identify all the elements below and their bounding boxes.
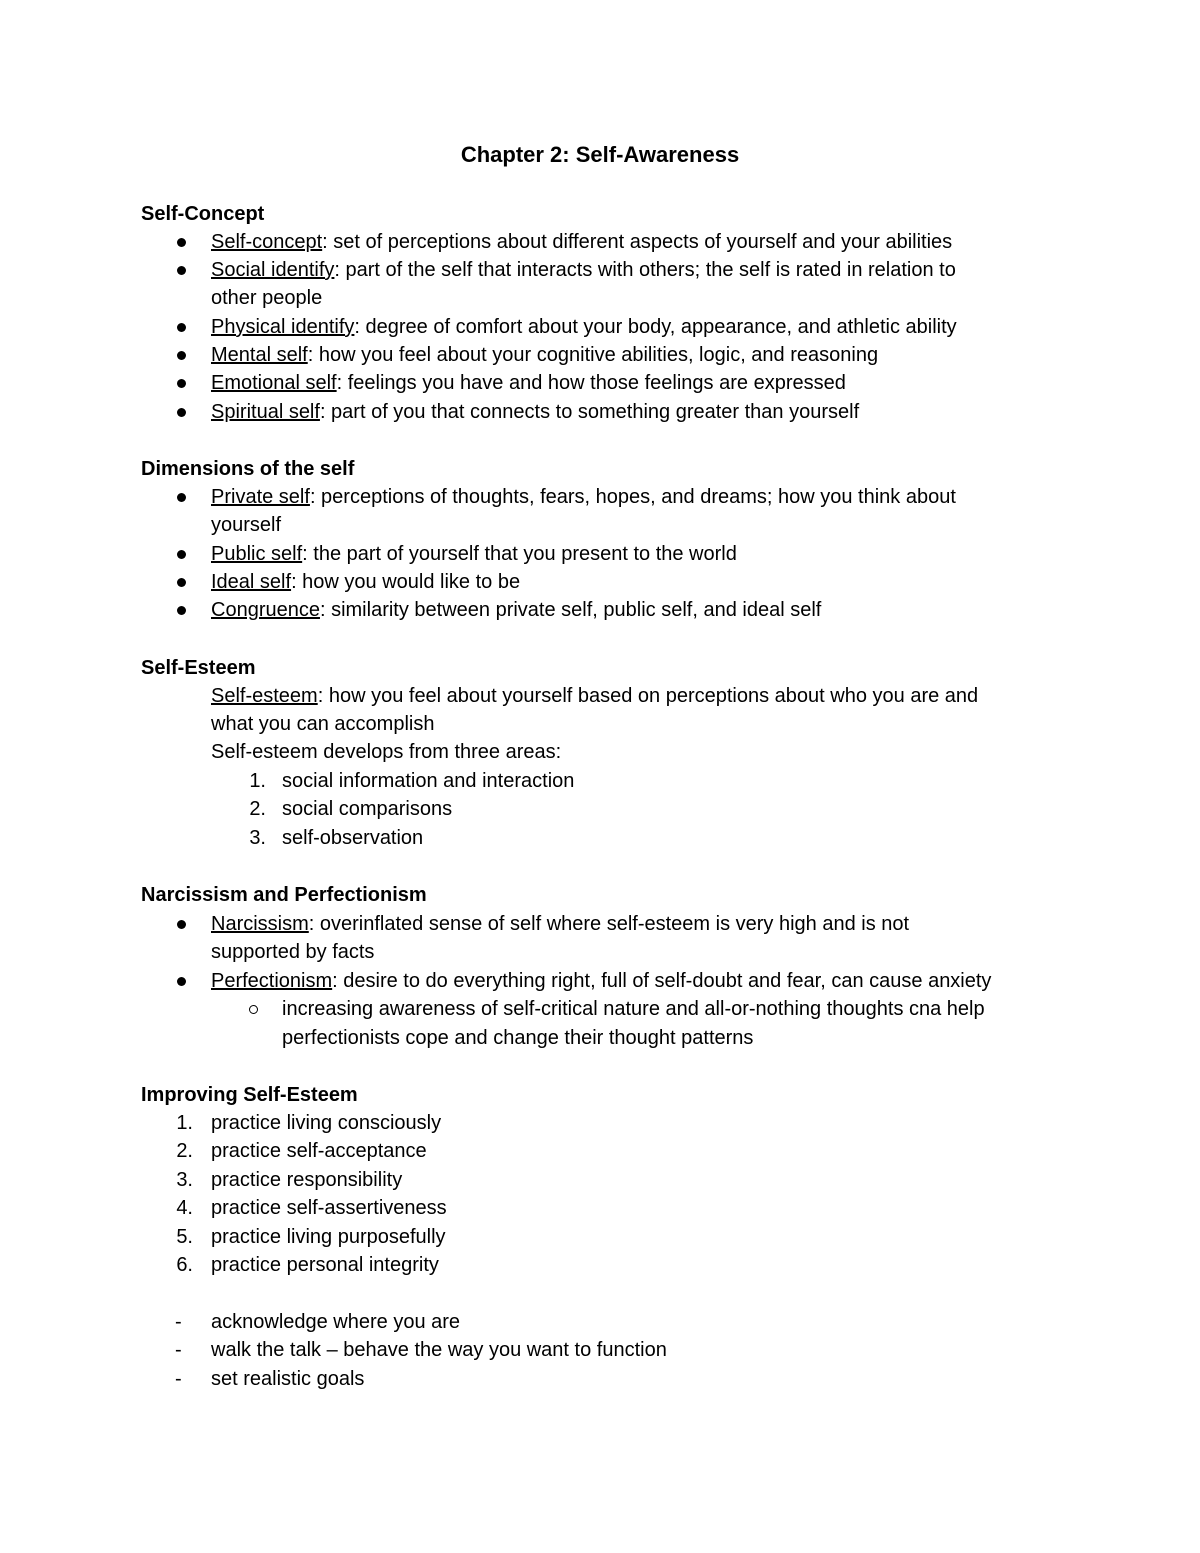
list-item-continuation: yourself	[211, 514, 282, 536]
bullet-icon	[177, 606, 186, 615]
bullet-icon	[177, 266, 186, 275]
bullet-icon	[177, 351, 186, 360]
list-item: Perfectionism: desire to do everything right, full of self-doubt and fear, can cause anxiety	[211, 970, 992, 992]
list-item: Mental self: how you feel about your cognitive abilities, logic, and reasoning	[211, 344, 879, 366]
list-item: Private self: perceptions of thoughts, fears, hopes, and dreams; how you think about	[211, 486, 956, 508]
list-item: practice self-acceptance	[211, 1140, 427, 1162]
bullet-icon	[177, 379, 186, 388]
list-item: Emotional self: feelings you have and how those feelings are expressed	[211, 372, 846, 394]
section-heading-narcissism: Narcissism and Perfectionism	[141, 884, 427, 906]
list-item: Social identify: part of the self that interacts with others; the self is rated in relation to	[211, 259, 956, 281]
bullet-icon	[177, 323, 186, 332]
section-heading-self-esteem: Self-Esteem	[141, 657, 256, 679]
dash-bullet: -	[175, 1311, 182, 1333]
tip-item: set realistic goals	[211, 1368, 365, 1390]
bullet-icon	[177, 493, 186, 502]
list-item: social information and interaction	[282, 770, 575, 792]
list-item: self-observation	[282, 827, 424, 849]
list-number: 5.	[176, 1226, 193, 1248]
bullet-icon	[177, 408, 186, 417]
list-number: 3.	[176, 1169, 193, 1191]
definition-line: Self-esteem: how you feel about yourself based on perceptions about who you are and	[211, 685, 979, 707]
page-title: Chapter 2: Self-Awareness	[460, 142, 740, 167]
section-heading-dimensions: Dimensions of the self	[141, 458, 355, 480]
sub-list-item-continuation: perfectionists cope and change their thought patterns	[282, 1027, 754, 1049]
tip-item: walk the talk – behave the way you want to function	[211, 1339, 667, 1361]
sub-list-item: increasing awareness of self-critical nature and all-or-nothing thoughts cna help	[282, 998, 985, 1020]
bullet-icon	[177, 977, 186, 986]
list-item: Ideal self: how you would like to be	[211, 571, 521, 593]
develops-line: Self-esteem develops from three areas:	[211, 741, 562, 763]
list-item: social comparisons	[282, 798, 453, 820]
list-number: 1.	[176, 1112, 193, 1134]
list-item: Physical identify: degree of comfort about your body, appearance, and athletic ability	[211, 316, 957, 338]
list-item-continuation: other people	[211, 287, 323, 309]
list-item: Self-concept: set of perceptions about different aspects of yourself and your abilities	[211, 231, 953, 253]
list-item: Congruence: similarity between private self, public self, and ideal self	[211, 599, 822, 621]
sub-bullet-icon	[249, 1005, 258, 1014]
list-number: 6.	[176, 1254, 193, 1276]
bullet-icon	[177, 238, 186, 247]
list-item-continuation: supported by facts	[211, 941, 375, 963]
bullet-icon	[177, 578, 186, 587]
definition-continuation: what you can accomplish	[211, 713, 435, 735]
list-number: 2.	[249, 798, 266, 820]
list-item: practice living purposefully	[211, 1226, 446, 1248]
section-heading-self-concept: Self-Concept	[141, 203, 265, 225]
section-heading-improving: Improving Self-Esteem	[141, 1084, 358, 1106]
list-item: practice living consciously	[211, 1112, 442, 1134]
dash-bullet: -	[175, 1339, 182, 1361]
list-item: Public self: the part of yourself that you present to the world	[211, 543, 737, 565]
list-item: practice personal integrity	[211, 1254, 439, 1276]
list-item: Narcissism: overinflated sense of self where self-esteem is very high and is not	[211, 913, 910, 935]
list-number: 1.	[249, 770, 266, 792]
list-number: 3.	[249, 827, 266, 849]
list-item: Spiritual self: part of you that connects to something greater than yourself	[211, 401, 860, 423]
list-item: practice self-assertiveness	[211, 1197, 447, 1219]
dash-bullet: -	[175, 1368, 182, 1390]
bullet-icon	[177, 550, 186, 559]
tip-item: acknowledge where you are	[211, 1311, 461, 1333]
list-item: practice responsibility	[211, 1169, 403, 1191]
bullet-icon	[177, 920, 186, 929]
list-number: 2.	[176, 1140, 193, 1162]
list-number: 4.	[176, 1197, 193, 1219]
